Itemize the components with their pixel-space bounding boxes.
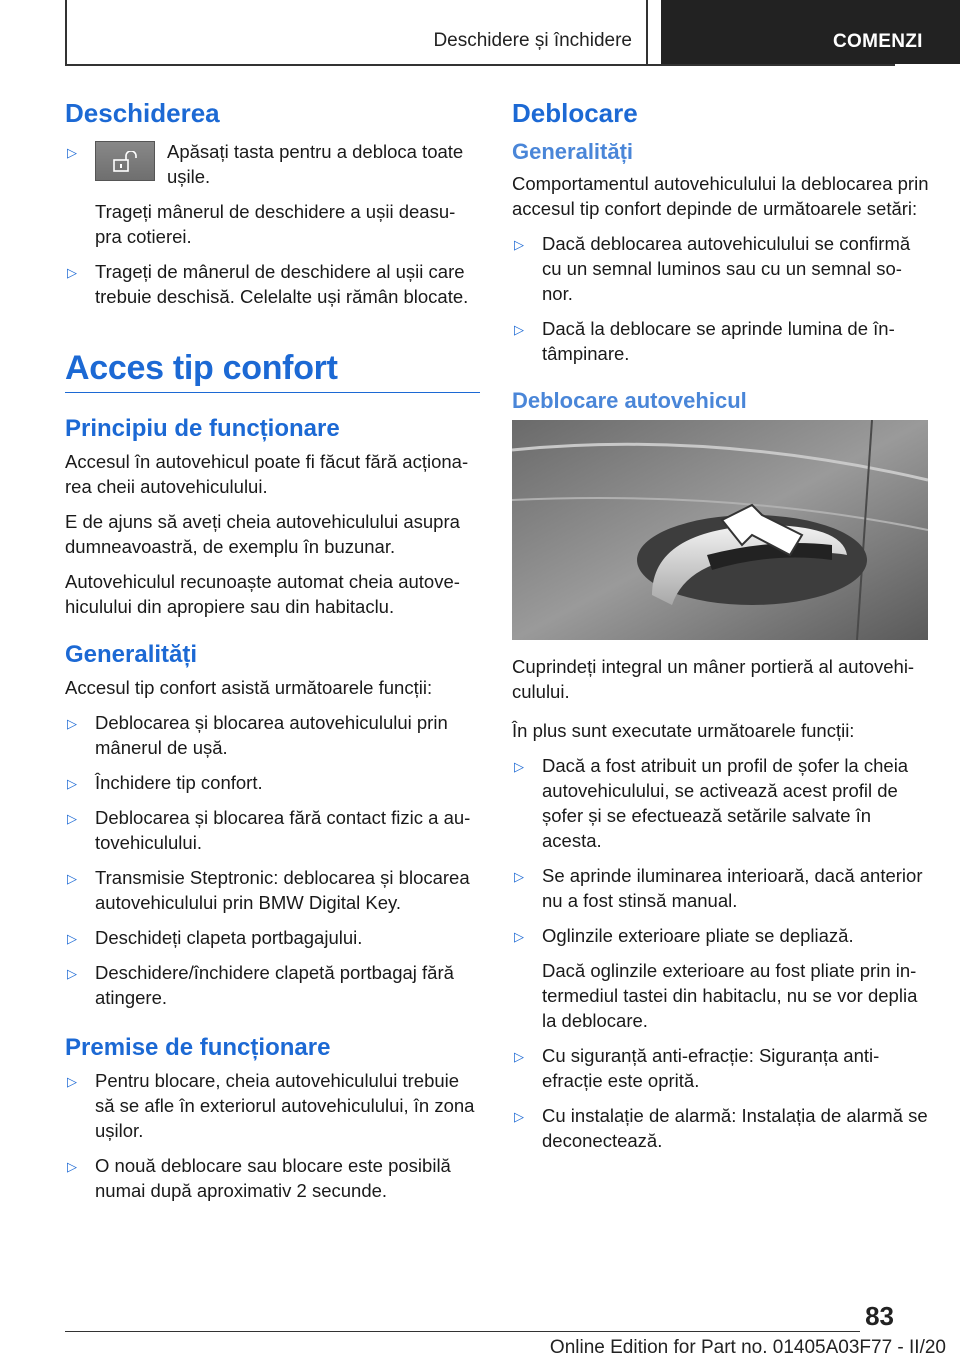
list-item [65,139,480,189]
bullet-triangle-icon: ▷ [514,322,524,337]
bullet-triangle-icon: ▷ [67,265,77,280]
unlock-instruction: Apăsați tasta pentru a debloca toate ușile. [167,141,464,187]
list-item-text: O nouă deblocare sau blocare este posibilă numai după aproximativ 2 secunde. [95,1155,451,1201]
paragraph: Cuprindeți integral un mâner portieră al autovehi‐culului. [512,656,915,702]
list-item [65,710,480,760]
footer-rule [65,1331,860,1332]
list-item-text: Deschideți clapeta portbagajului. [95,927,363,948]
list-item [65,960,480,1010]
header-section-title: Deschidere și închidere [433,30,632,51]
bullet-triangle-icon: ▷ [67,145,77,160]
page-number: 83 [865,1301,894,1331]
paragraph: Autovehiculul recunoaște automat cheia autove‐hiculului din apropiere sau din habitaclu. [65,571,460,617]
list-item-text: Oglinzile exterioare pliate se depliază. [542,925,854,946]
paragraph: E de ajuns să aveți cheia autovehiculului asupra dumneavoastră, de exemplu în buzunar. [65,511,460,557]
bullet-triangle-icon: ▷ [67,716,77,731]
door-handle-image [512,420,928,640]
list-item [65,259,480,309]
heading-deblocare: Deblocare [512,98,638,128]
generalitati-list [65,710,480,1010]
list-item [512,231,930,306]
list-item [65,1068,480,1143]
bullet-triangle-icon: ▷ [67,931,77,946]
list-item-text: Cu siguranță anti-efracție: Siguranța anti-efracție este oprită. [542,1045,880,1091]
list-item [65,1153,480,1203]
paragraph: Accesul tip confort asistă următoarele funcții: [65,677,433,698]
deblocare-functii-list-2 [512,1043,930,1153]
header-section-box [65,0,648,64]
bullet-triangle-icon: ▷ [67,1074,77,1089]
door-handle-illustration [512,420,928,640]
list-item-text: Dacă deblocarea autovehiculului se confirmă cu un semnal luminos sau cu un semnal so‐nor. [542,233,911,304]
list-item-text: Deblocarea și blocarea fără contact fizic a au‐tovehiculului. [95,807,471,853]
heading-generalitati: Generalități [65,641,198,668]
heading-deschiderea: Deschiderea [65,98,220,128]
list-item-text: Cu instalație de alarmă: Instalația de alarmă se deconectează. [542,1105,928,1151]
list-item [512,923,930,948]
bullet-triangle-icon: ▷ [67,776,77,791]
heading-acces-tip-confort: Acces tip confort [65,349,480,393]
list-item-text: Deschidere/închidere clapetă portbagaj fără atingere. [95,962,454,1008]
list-item [512,863,930,913]
list-item [512,316,930,366]
paragraph: În plus sunt executate următoarele funcții: [512,720,855,741]
deschiderea-list [65,139,480,189]
header-chapter-label: COMENZI [833,31,923,52]
bullet-triangle-icon: ▷ [514,237,524,252]
list-item-text: Transmisie Steptronic: deblocarea și blocarea autovehiculului prin BMW Digital Key. [95,867,470,913]
heading-deblocare-autovehicul: Deblocare autovehicul [512,388,747,413]
list-continuation: Dacă oglinzile exterioare au fost pliate prin in‐termediul tastei din habitaclu, nu se vor deplia la deblocare. [542,960,918,1031]
deblocare-functii-list [512,753,930,948]
heading-generalitati-right: Generalități [512,139,634,164]
bullet-triangle-icon: ▷ [514,1049,524,1064]
list-item [65,805,480,855]
bullet-triangle-icon: ▷ [67,811,77,826]
bullet-triangle-icon: ▷ [514,929,524,944]
header-rule [65,64,895,66]
list-item [512,753,930,853]
list-item-text: Dacă la deblocare se aprinde lumina de în‐tâmpinare. [542,318,895,364]
footer-edition: Online Edition for Part no. 01405A03F77 - II/20 [549,1337,946,1358]
deschiderea-list-2 [65,259,480,309]
heading-principiu: Principiu de funcționare [65,415,340,442]
list-item-text: Pentru blocare, cheia autovehiculului trebuie să se afle în exteriorul autovehiculului, în zona ușilor. [95,1070,475,1141]
right-column [512,98,930,1163]
bullet-triangle-icon: ▷ [514,869,524,884]
list-item-text: Se aprinde iluminarea interioară, dacă anterior nu a fost stinsă manual. [542,865,923,911]
bullet-triangle-icon: ▷ [67,1159,77,1174]
heading-premise: Premise de funcționare [65,1034,331,1061]
list-item [512,1103,930,1153]
deblocare-generalitati-list [512,231,930,366]
list-item [65,770,480,795]
bullet-triangle-icon: ▷ [67,871,77,886]
header-chapter-tab [661,0,960,64]
premise-list [65,1068,480,1203]
list-continuation: Trageți mânerul de deschidere a ușii deasu‐pra cotierei. [95,201,456,247]
bullet-triangle-icon: ▷ [514,759,524,774]
unlock-key-icon [95,141,155,181]
bullet-triangle-icon: ▷ [67,966,77,981]
list-item-text: Trageți de mânerul de deschidere al ușii care trebuie deschisă. Celelalte uși rămân blocate. [95,261,469,307]
list-item-text: Deblocarea și blocarea autovehiculului prin mânerul de ușă. [95,712,448,758]
list-item-text: Închidere tip confort. [95,772,263,793]
list-item-text: Dacă a fost atribuit un profil de șofer la cheia autovehiculului, se activează acest profil de șofer și se efectuează setările salvate în acesta. [542,755,909,851]
list-item [65,925,480,950]
list-item [65,865,480,915]
left-column [65,98,480,1213]
paragraph: Comportamentul autovehiculului la deblocarea prin accesul tip confort depinde de următoarele setări: [512,173,929,219]
list-item [512,1043,930,1093]
bullet-triangle-icon: ▷ [514,1109,524,1124]
paragraph: Accesul în autovehicul poate fi făcut fără acționa‐rea cheii autovehiculului. [65,451,469,497]
